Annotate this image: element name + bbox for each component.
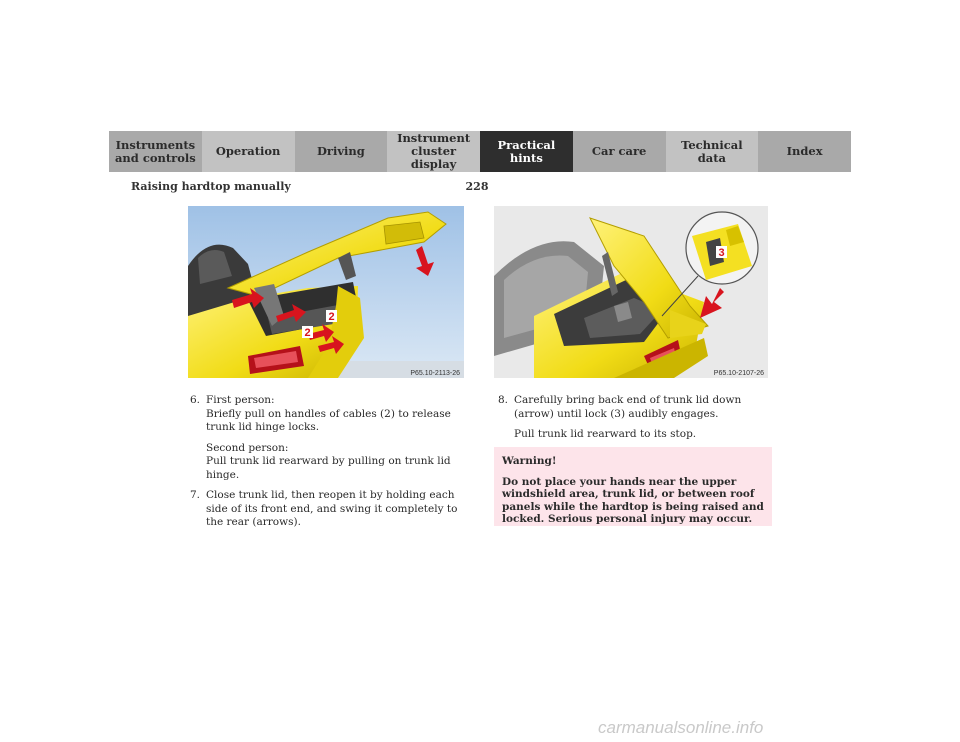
warning-box	[494, 447, 772, 526]
step-number: 8.	[498, 394, 509, 406]
instructions-right-column	[498, 394, 774, 442]
figure-code-left: P65.10-2113-26	[410, 370, 460, 377]
step-text: Carefully bring back end of trunk lid down (arrow) until lock (3) audibly engages.	[514, 394, 742, 420]
tab-technical-data[interactable]: Technical data	[666, 131, 759, 172]
step-6-second-person	[190, 442, 470, 483]
section-tabs	[109, 131, 851, 172]
tab-instrument-cluster-display[interactable]: Instrument cluster display	[387, 131, 480, 172]
tab-operation[interactable]: Operation	[202, 131, 295, 172]
figure-trunk-lid-lock	[494, 206, 768, 378]
figure-code-right: P65.10-2107-26	[713, 370, 764, 377]
step-number: 7.	[190, 489, 201, 501]
figure-trunk-lid-release	[188, 206, 464, 378]
trunk-lid-lock-illustration	[494, 206, 768, 378]
tab-instruments-and-controls[interactable]: Instruments and controls	[109, 131, 202, 172]
step-number: 6.	[190, 394, 201, 406]
step-text: First person:	[206, 394, 275, 406]
callout-cable-handle-lower: 2	[304, 327, 311, 339]
step-text: Second person:	[206, 441, 289, 454]
watermark: carmanualsonline.info	[598, 718, 764, 737]
warning-text: Do not place your hands near the upper windshield area, trunk lid, or between roof panels while the hardtop is being raised and locked. Serious personal injury may occur.	[502, 475, 764, 525]
step-text: Briefly pull on handles of cables (2) to release trunk lid hinge locks.	[206, 407, 451, 433]
trunk-lid-release-illustration	[188, 206, 464, 378]
callout-cable-handle-upper: 2	[328, 311, 335, 323]
tab-index[interactable]: Index	[758, 131, 851, 172]
tab-car-care[interactable]: Car care	[573, 131, 666, 172]
step-text: Close trunk lid, then reopen it by holding each side of its front end, and swing it completely to the rear (arrows).	[206, 489, 458, 528]
step-text: Pull trunk lid rearward to its stop.	[514, 428, 697, 440]
step-8	[498, 394, 774, 421]
callout-lock: 3	[718, 247, 725, 259]
tab-driving[interactable]: Driving	[295, 131, 388, 172]
step-7	[190, 489, 470, 530]
step-text: Pull trunk lid rearward by pulling on trunk lid hinge.	[206, 455, 451, 481]
instructions-left-column	[190, 394, 470, 530]
warning-title: Warning!	[502, 455, 557, 467]
tab-practical-hints[interactable]: Practical hints	[480, 131, 573, 172]
page-title: Raising hardtop manually	[131, 180, 291, 193]
page-number: 228	[465, 180, 489, 193]
step-6	[190, 394, 470, 435]
